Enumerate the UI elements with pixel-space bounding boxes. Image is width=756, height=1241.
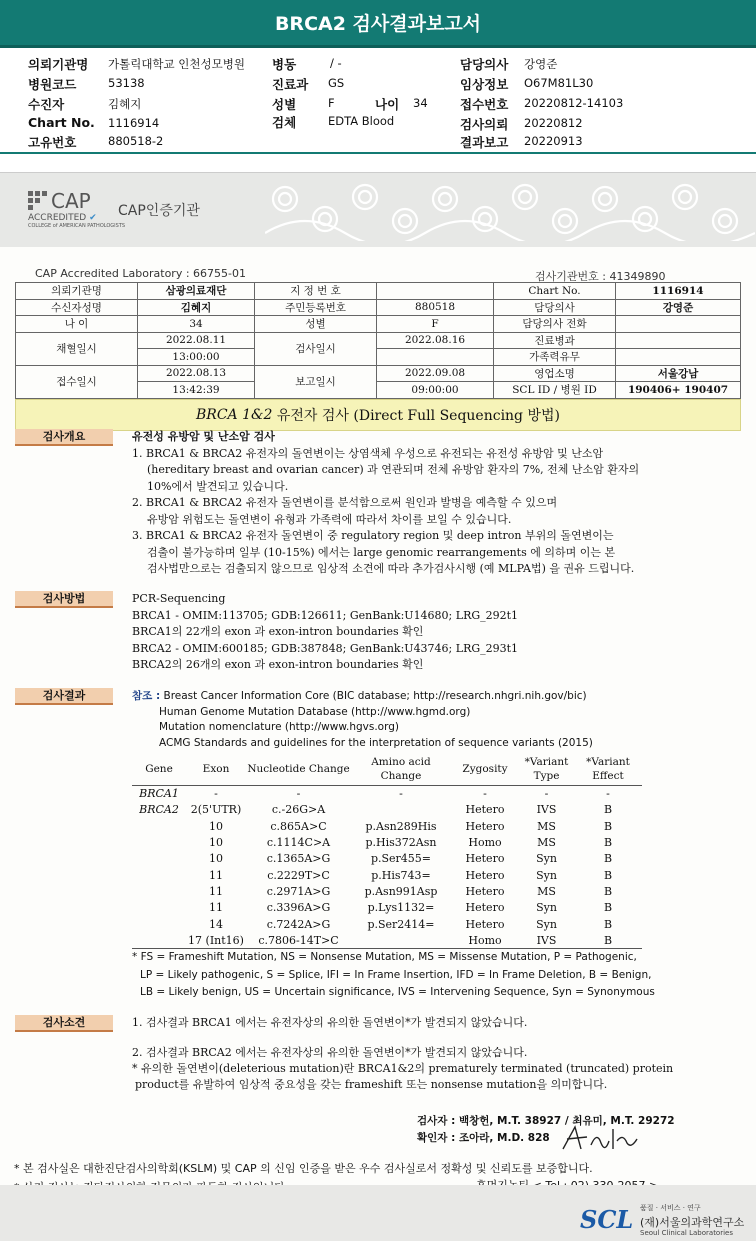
variant-cell [132,834,186,850]
variant-cell [132,932,186,948]
section-overview-label: 검사개요 [15,429,113,446]
header-label: 검사의뢰 [460,117,509,132]
variant-cell: c.3396A>G [266,901,331,915]
variant-cell: c.1114C>A [266,836,331,850]
header-label: 병동 [272,57,297,72]
table-row: 의뢰기관명 삼광의료재단 지 정 번 호 Chart No. 1116914 [16,283,741,300]
variant-cell: BRCA1 [139,787,179,801]
variant-cell: - [544,787,549,801]
variant-cell: - [483,787,487,801]
variant-cell: - [399,787,403,801]
institution-number: 검사기관번호 : 41349890 [535,270,666,283]
header-label: 병원코드 [28,77,77,92]
variant-cell: p.His372Asn [365,836,437,850]
variant-cell: B [603,852,613,866]
header-value: F [328,96,335,110]
section-finding-label: 검사소견 [15,1015,113,1032]
variant-cell: p.His743= [371,868,431,882]
table-row: 수신자성명 김혜지 주민등록번호 880518 담당의사 강영준 [16,299,741,316]
variant-cell: Hetero [465,868,505,882]
cap-accredited: ACCREDITED ✔ [28,213,97,223]
variant-cell: c.1365A>G [266,852,331,866]
variant-cell: Hetero [465,901,505,915]
report-title: BRCA2 검사결과보고서 [0,0,756,48]
header-value: 20220913 [524,134,583,148]
tester-signature: 검사자 : 백창헌, M.T. 38927 / 최유미, M.T. 29272 [417,1115,675,1127]
table-row: 13:42:39 09:00:00 SCL ID / 병원 ID 190406+ 190407 [16,382,741,399]
section-result-label: 검사결과 [15,688,113,705]
table-row: 채혈일시 2022.08.11 검사일시 2022.08.16 진료병과 [16,332,741,349]
variant-cell: B [603,803,613,817]
variant-cell: 11 [209,901,223,915]
variant-cell: MS [537,836,556,850]
variant-cell [132,851,186,867]
header-value: 김혜지 [108,97,142,111]
header-label: 검체 [272,115,297,130]
header-value: 가톨릭대학교 인천성모병원 [108,57,245,71]
variant-cell: IVS [536,803,557,817]
variant-cell: c.7242A>G [266,917,331,931]
abbreviation-footnotes: * FS = Frameshift Mutation, NS = Nonsense Mutation, MS = Missense Mutation, P = Pathogenic, LP = Likely pathogenic, S = Splice, IFI = In Frame Insertion, IFD = In Frame Deletion, B = Benign, LB = Likely benign, US = Uncertain significance, IVS = Intervening Sequence, Syn = Synonymous [132,951,655,998]
variant-cell: - [606,787,610,801]
header-value: 53138 [108,76,145,90]
variant-cell [132,900,186,916]
variant-cell: c.2971A>G [266,884,331,898]
variant-row [132,916,642,932]
section-method-label: 검사방법 [15,591,113,608]
table-row: 나 이 34 성별 F 담당의사 전화 [16,316,741,333]
variant-row [132,786,642,802]
references: 참조 : Breast Cancer Information Core (BIC database; http://research.nhgri.nih.gov/bic) Human Genome Mutation Database (http://www.hgmd.org) Mutation nomenclature (http://www.hgvs.org) ACMG Standards and guidelines for the interpretation of sequence variants (2015) [132,690,593,749]
variant-cell: p.Asn289His [365,819,437,833]
header-value: GS [328,76,345,90]
scl-logo: SCL [580,1205,634,1234]
variant-cell: 10 [209,836,223,850]
variant-cell: p.Ser455= [370,852,432,866]
variant-cell: MS [537,819,556,833]
variant-cell: Homo [468,836,502,850]
variant-cell [132,818,186,834]
method-text: PCR-Sequencing BRCA1 - OMIM:113705; GDB:126611; GenBank:U14680; LRG_292t1 BRCA1의 22개의 exon 과 exon-intron boundaries 확인 BRCA2 - OMIM:600185; GDB:387848; GenBank:U43746; LRG_293t1 BRCA2의 26개의 exon 과 exon-intron boundaries 확인 [132,592,519,671]
variant-cell: c.865A>C [270,819,327,833]
variant-cell: 11 [209,884,223,898]
patient-header [0,50,756,150]
variant-cell: 11 [209,868,223,882]
variant-cell: - [214,787,218,801]
header-label: 수진자 [28,97,65,112]
variant-row [132,900,642,916]
header-value: EDTA Blood [328,114,395,128]
variant-cell [132,916,186,932]
header-value: 20220812 [524,116,583,130]
variant-cell [132,883,186,899]
variant-cell: 10 [209,819,223,833]
header-label: Chart No. [28,115,95,130]
variant-cell: 14 [209,917,223,931]
cap-lab-number: CAP Accredited Laboratory : 66755-01 [35,267,246,280]
cap-college: COLLEGE of AMERICAN PATHOLOGISTS [28,223,126,229]
header-label: 결과보고 [460,135,509,150]
header-label: 진료과 [272,77,309,92]
header-label: 임상정보 [460,77,509,92]
variant-cell: B [603,836,613,850]
variant-cell: Hetero [465,852,505,866]
scl-english-name: Seoul Clinical Laboratories [640,1229,733,1237]
header-value: 1116914 [108,116,160,130]
variant-cell: p.Lys1132= [367,901,435,915]
age-label: 나이 [375,97,400,112]
variant-cell: MS [537,884,556,898]
scl-slogan: 품질 · 서비스 · 연구 [640,1204,701,1212]
variant-row [132,883,642,899]
scanned-report [0,172,756,1240]
variant-cell [351,932,451,948]
variant-cell: p.Asn991Asp [364,884,438,898]
variant-cell: Syn [536,868,557,882]
cap-band [0,173,756,247]
handwritten-signature [557,1123,647,1155]
table-header-row: Gene Exon Nucleotide Change Amino acid Change Zygosity *Variant Type *Variant Effect [132,753,642,786]
variant-cell: Syn [536,852,557,866]
header-label: 접수번호 [460,97,509,112]
variant-cell: B [603,868,613,882]
variant-cell: IVS [519,932,574,948]
header-value: 강영준 [524,57,558,71]
variant-cell: Hetero [465,819,505,833]
variant-cell: BRCA2 [139,803,179,817]
variant-cell: - [296,787,301,801]
variant-row [132,851,642,867]
test-title: BRCA 1&2 유전자 검사 (Direct Full Sequencing 방법) [15,399,741,431]
variant-cell: 2(5'UTR) [190,803,242,817]
variant-table [132,753,642,949]
variant-row [132,867,642,883]
variant-cell: B [574,932,642,948]
confirmer-signature: 확인자 : 조아라, M.D. 828 [417,1132,550,1144]
variant-cell: B [603,901,613,915]
variant-row [132,932,642,948]
scl-name: (재)서울의과학연구소 [640,1216,745,1229]
variant-cell: Hetero [465,803,505,817]
cap-grid-icon [28,191,48,211]
header-divider [0,152,756,154]
variant-cell: c.-26G>A [271,803,326,817]
cap-logo [28,189,125,229]
request-info-table [15,282,741,399]
findings-text: 1. 검사결과 BRCA1 에서는 유전자상의 유의한 돌연변이*가 발견되지 않았습니다. 2. 검사결과 BRCA2 에서는 유전자상의 유의한 돌연변이*가 발견되지 않았습니다. * 유의한 돌연변이(deleterious mutation)란 BRCA1&2의 prematurely terminated (truncated) protein product를 유발하여 임상적 중요성을 갖는 frameshift 또는 nonsense mutation을 의미합니다. [132,1016,674,1091]
header-value: 20220812-14103 [524,96,624,110]
header-value: / - [330,56,342,70]
header-value: 880518-2 [108,134,164,148]
variant-row [132,802,642,818]
variant-cell [351,802,451,818]
variant-cell: c.7806-14T>C [246,932,351,948]
variant-cell: B [603,917,613,931]
header-value: O67M81L30 [524,76,594,90]
header-label: 성별 [272,97,297,112]
variant-cell: 10 [209,852,223,866]
variant-cell: Syn [536,917,557,931]
variant-cell: 17 (Int16) [186,932,246,948]
variant-cell [132,867,186,883]
variant-cell: Hetero [465,917,505,931]
overview-text: 유전성 유방암 및 난소암 검사 1. BRCA1 & BRCA2 유전자의 돌연변이는 상염색체 우성으로 유전되는 유전성 유방암 및 난소암 (hereditary breast and ovarian cancer) 과 연관되며 전체 유방암 환자의 7%, 전체 난소암 환자의 10%에서 발견되고 있습니다. 2. BRCA1 & BRCA2 유전자 돌연변이를 분석함으로써 원인과 발병을 예측할 수 있으며 유방암 위험도는 돌연변이 유형과 가족력에 따라서 차이를 보일 수 있습니다. 3. BRCA1 & BRCA2 유전자 돌연변이 중 regulatory region 및 deep intron 부위의 돌연변이는 검출이 불가능하며 일부 (10-15%) 에서는 large genomic rearrangements 에 의하며 이는 본 검사법만으로는 검출되지 않으므로 임상적 소견에 따라 추가검사시행 (예 MLPA법) 을 권유 드립니다. [132,430,640,575]
cap-logo-text: CAP [51,189,91,213]
cap-institution: CAP인증기관 [118,203,200,219]
table-row: 13:00:00 가족력유무 [16,349,741,366]
cloud-pattern-decoration [265,179,755,241]
header-label: 담당의사 [460,57,509,72]
variant-cell: B [603,884,613,898]
header-label: 의뢰기관명 [28,57,89,72]
variant-cell: Hetero [465,884,505,898]
scl-footer [0,1185,756,1241]
certification-note: * 본 검사실은 대한진단검사의학회(KSLM) 및 CAP 의 신임 인증을 받은 우수 검사실로서 정확성 및 신뢰도를 보증합니다. [14,1162,593,1175]
age-value: 34 [413,96,428,110]
variant-row [132,834,642,850]
variant-cell: p.Ser2414= [367,917,435,931]
variant-cell: c.2229T>C [267,868,330,882]
variant-cell: B [603,819,613,833]
table-row: 접수일시 2022.08.13 보고일시 2022.09.08 영업소명 서울강남 [16,365,741,382]
variant-cell: Syn [536,901,557,915]
variant-row [132,818,642,834]
variant-cell: Homo [451,932,519,948]
header-label: 고유번호 [28,135,77,150]
